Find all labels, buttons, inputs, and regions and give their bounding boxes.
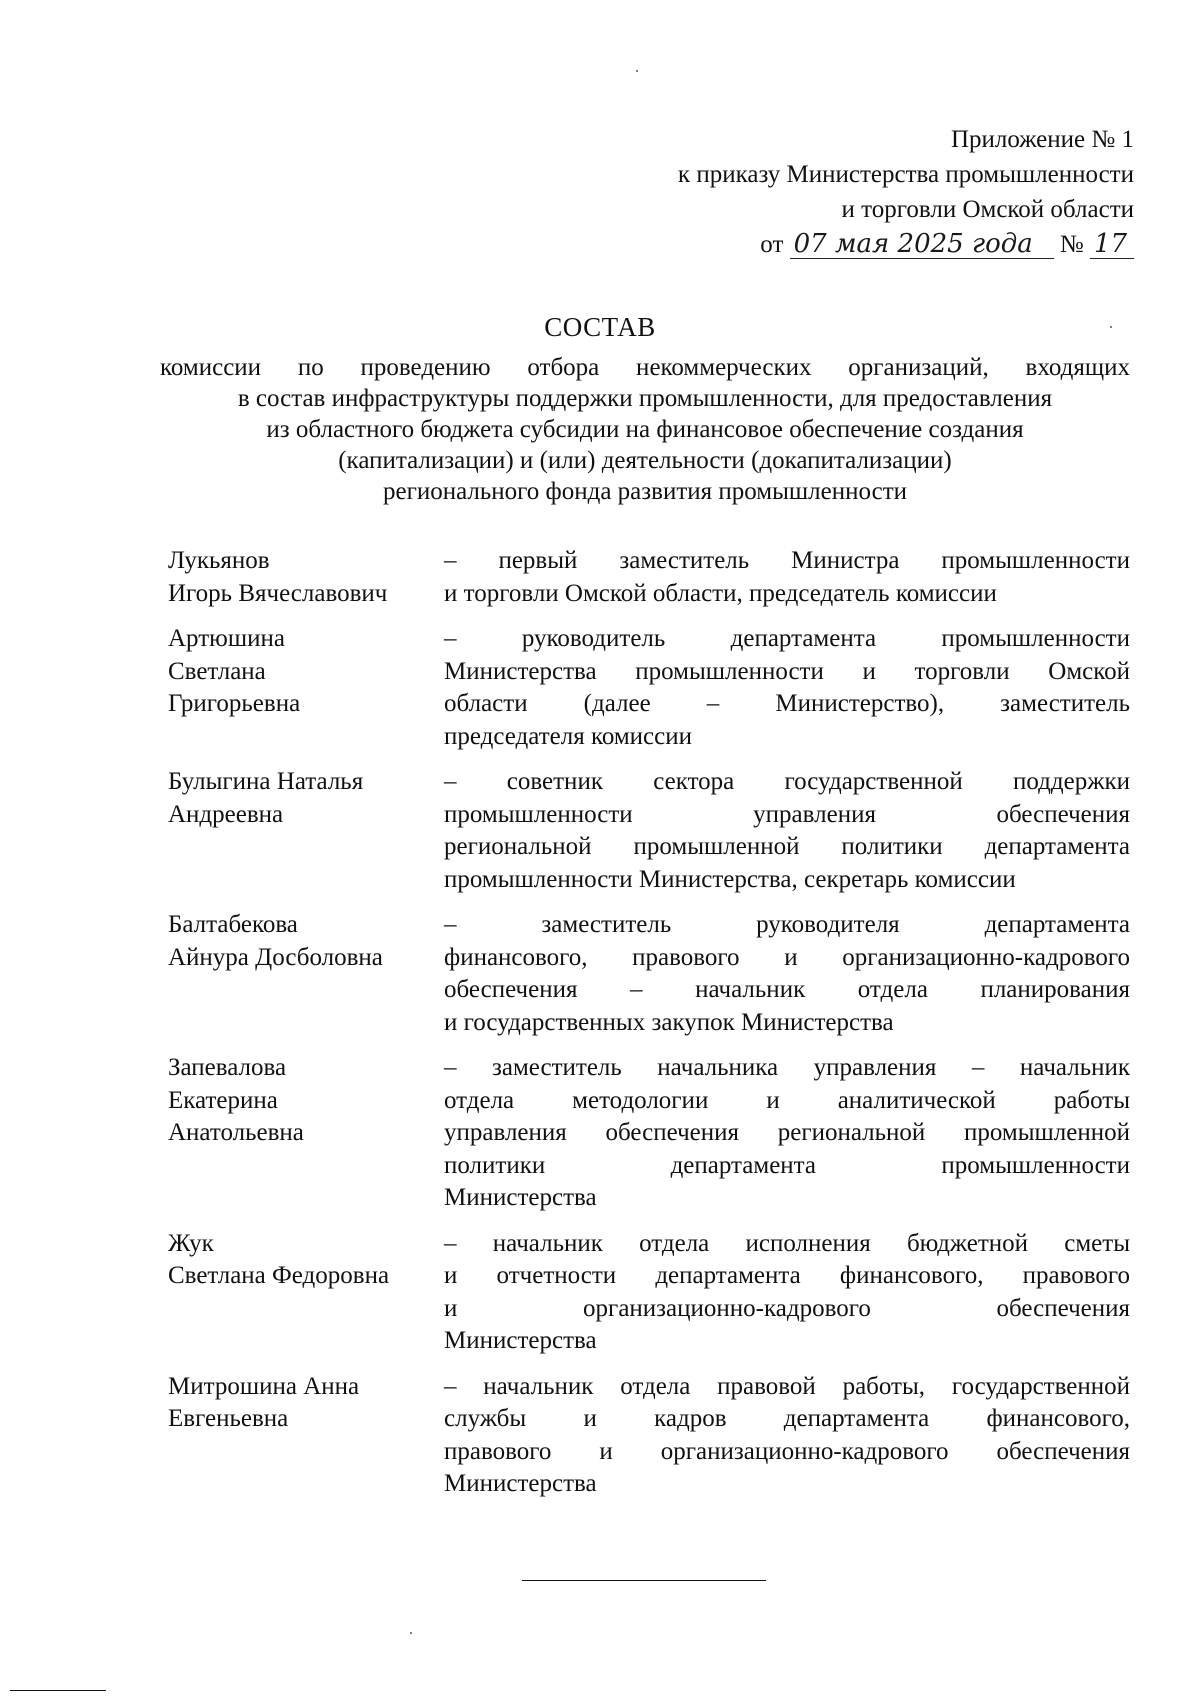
member-position (444, 766, 1130, 896)
member-position-line: промышленности Министерства, секретарь комиссии (444, 865, 1016, 893)
handwritten-date: 07 мая 2025 года (790, 230, 1054, 259)
member-name-line: Запевалова (168, 1054, 287, 1081)
member-name-line: Артюшина (168, 625, 285, 652)
member-name-line: Григорьевна (168, 690, 301, 717)
member-name (168, 909, 444, 1039)
member-position-line: председателя комиссии (444, 722, 692, 750)
member-position-line: и отчетности департамента финансового, правового (444, 1262, 1130, 1289)
member-entry (168, 909, 1130, 1039)
member-position-line: – заместитель руководителя департамента (444, 911, 1130, 938)
member-position-line: отдела методологии и аналитической работы (444, 1086, 1130, 1114)
subtitle-line: комиссии по проведению отбора некоммерческих организаций, входящих (160, 354, 1130, 381)
member-name (168, 1228, 444, 1358)
member-position-line: региональной промышленной политики департамента (444, 833, 1130, 860)
scan-speck (636, 70, 638, 72)
member-position-line: Министерства (444, 1470, 597, 1497)
member-position-line: Министерства (444, 1184, 597, 1211)
member-position-line: финансового, правового и организационно-кадрового (444, 943, 1130, 971)
member-position-line: области (далее – Министерство), заместитель (444, 690, 1130, 717)
member-entry (168, 623, 1130, 753)
member-name (168, 623, 444, 753)
document-title: СОСТАВ (544, 312, 656, 342)
member-position-line: управления обеспечения региональной промышленной (444, 1119, 1130, 1146)
date-prefix: от (760, 231, 784, 258)
member-position-line: и организационно-кадрового обеспечения (444, 1294, 1130, 1322)
member-position (444, 623, 1130, 753)
scan-speck (410, 1632, 412, 1634)
member-name-line: Булыгина Наталья (168, 768, 364, 795)
member-position-line: Министерства промышленности и торговли Омской (444, 657, 1130, 685)
member-position-line: – первый заместитель Министра промышленности (444, 547, 1130, 574)
handwritten-number: 17 (1090, 230, 1134, 259)
subtitle-line: в состав инфраструктуры поддержки промышленности, для предоставления (237, 385, 1053, 412)
closing-rule (522, 1580, 766, 1581)
member-position-line: правового и организационно-кадрового обеспечения (444, 1437, 1130, 1465)
member-entry (168, 545, 1130, 610)
member-name-line: Евгеньевна (168, 1405, 289, 1432)
member-position-line: Министерства (444, 1327, 597, 1354)
member-position (444, 1052, 1130, 1215)
appendix-header (574, 122, 1134, 262)
member-position (444, 1228, 1130, 1358)
member-position (444, 545, 1130, 610)
member-position-line: обеспечения – начальник отдела планирования (444, 976, 1130, 1003)
member-name-line: Анатольевна (168, 1119, 304, 1146)
corner-mark (10, 1690, 106, 1691)
appendix-order-ref: к приказу Министерства промышленности (677, 161, 1134, 188)
member-name-line: Екатерина (168, 1086, 278, 1114)
member-name-line: Игорь Вячеславович (168, 579, 388, 607)
member-name (168, 1052, 444, 1215)
subtitle-line: из областного бюджета субсидии на финансовое обеспечение создания (266, 416, 1024, 443)
document-subtitle (160, 352, 1130, 507)
member-name-line: Светлана Федоровна (168, 1262, 390, 1289)
member-position (444, 909, 1130, 1039)
subtitle-line: (капитализации) и (или) деятельности (докапитализации) (338, 447, 952, 474)
member-entry (168, 1052, 1130, 1215)
member-name-line: Лукьянов (168, 547, 270, 574)
member-position-line: – руководитель департамента промышленности (444, 625, 1130, 652)
member-name-line: Андреевна (168, 800, 284, 828)
member-name-line: Балтабекова (168, 911, 298, 938)
number-sign: № (1059, 231, 1084, 258)
member-position-line: службы и кадров департамента финансового, (444, 1405, 1130, 1432)
member-position-line: и торговли Омской области, председатель комиссии (444, 579, 997, 607)
appendix-ministry: и торговли Омской области (841, 196, 1134, 223)
member-name (168, 545, 444, 610)
member-position-line: – начальник отдела правовой работы, государственной (444, 1372, 1130, 1400)
member-position-line: политики департамента промышленности (444, 1151, 1130, 1179)
member-entry (168, 1371, 1130, 1501)
commission-members-list (168, 545, 1130, 1514)
member-name (168, 766, 444, 896)
subtitle-line: регионального фонда развития промышленности (382, 478, 908, 505)
member-entry (168, 766, 1130, 896)
member-position-line: – начальник отдела исполнения бюджетной сметы (444, 1229, 1130, 1257)
member-position-line: – заместитель начальника управления – начальник (444, 1054, 1130, 1081)
appendix-title: Приложение № 1 (950, 126, 1134, 153)
member-name (168, 1371, 444, 1501)
member-name-line: Айнура Досболовна (168, 943, 383, 971)
member-entry (168, 1228, 1130, 1358)
member-position-line: – советник сектора государственной поддержки (444, 768, 1130, 795)
appendix-date-line (574, 227, 1134, 262)
member-name-line: Жук (168, 1229, 214, 1257)
member-position (444, 1371, 1130, 1501)
member-position-line: и государственных закупок Министерства (444, 1008, 894, 1036)
member-name-line: Митрошина Анна (168, 1372, 360, 1400)
member-name-line: Светлана (168, 657, 266, 685)
member-position-line: промышленности управления обеспечения (444, 800, 1130, 828)
